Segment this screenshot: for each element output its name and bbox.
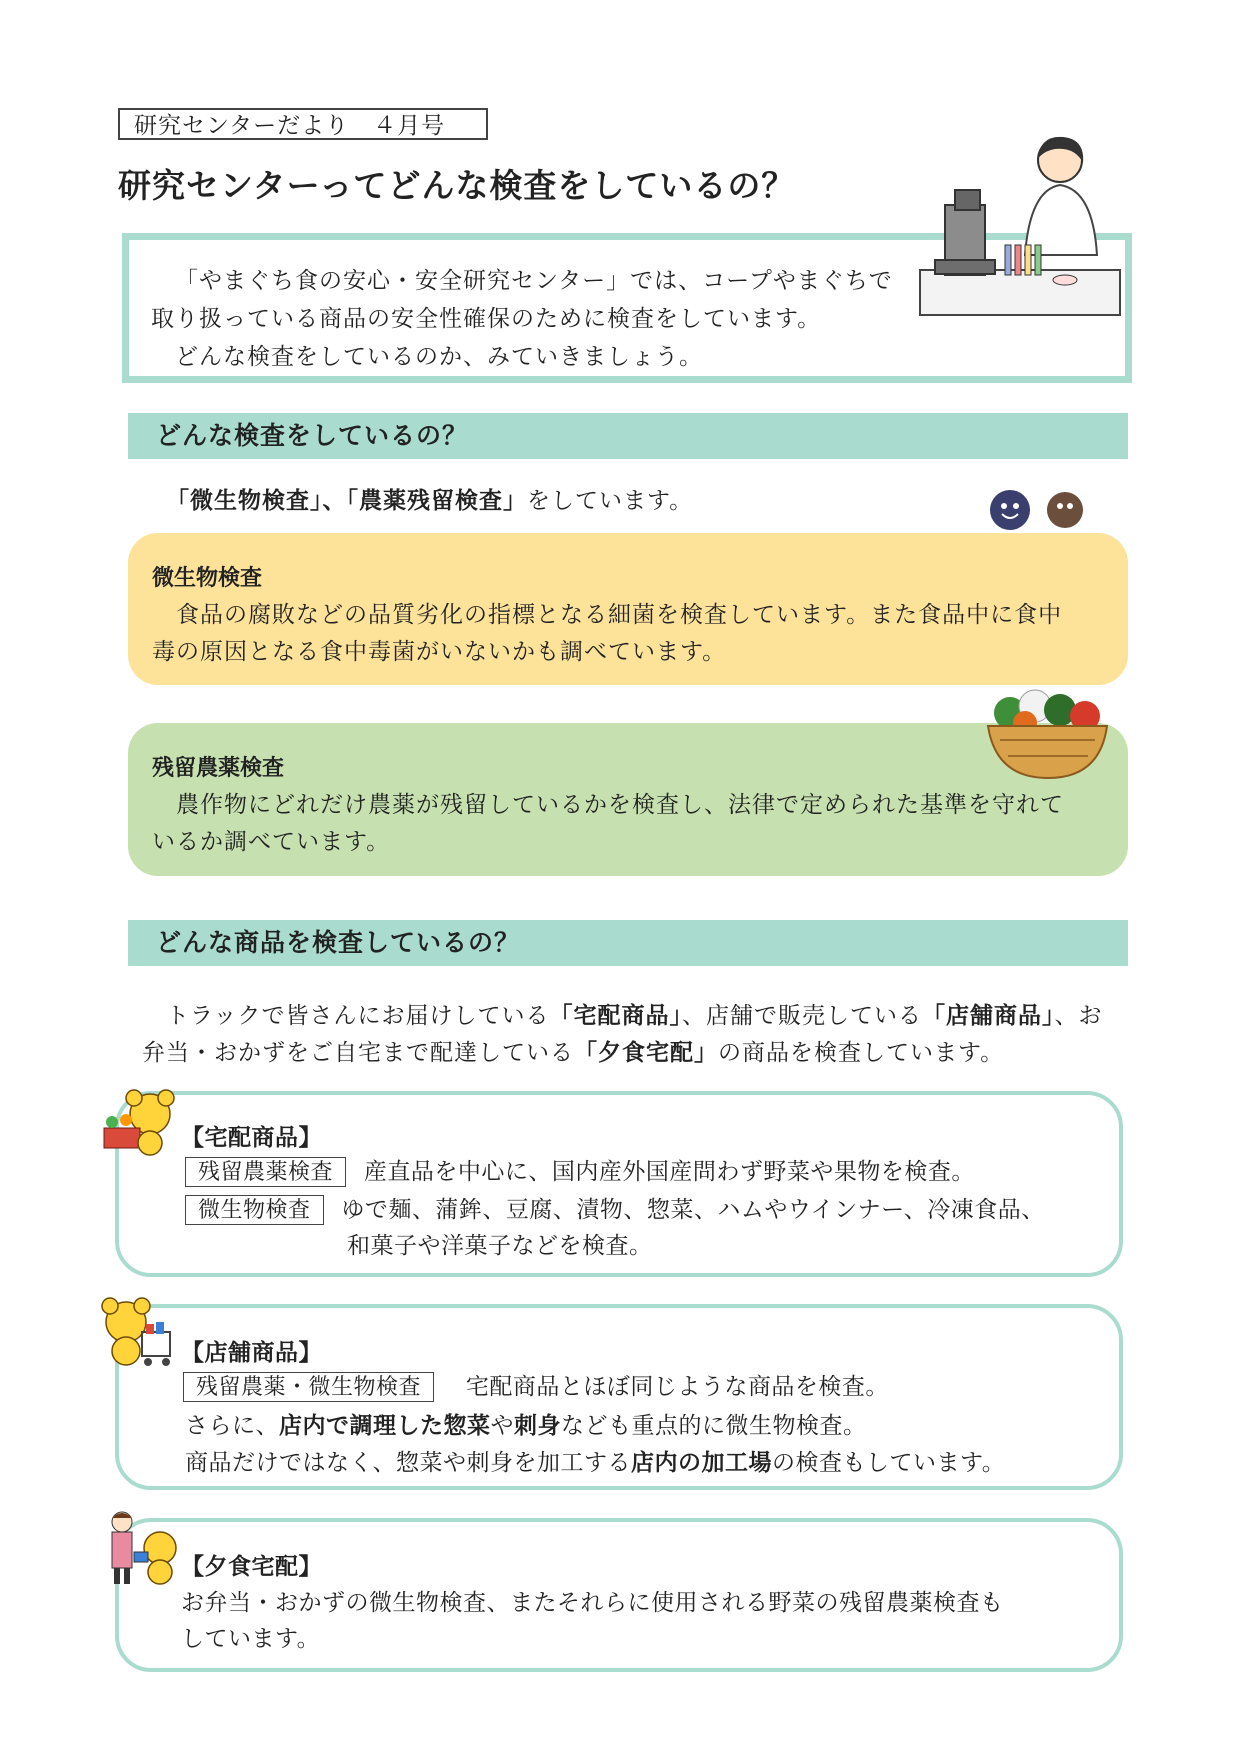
delivery-text-2: ゆで麺、蒲鉾、豆腐、漬物、惣菜、ハムやウインナー、冷凍食品、 [341,1197,1045,1223]
store-l3-a: 商品だけではなく、惣菜や刺身を加工する [185,1450,632,1476]
store-text-1: 宅配商品とほぼ同じような商品を検査。 [465,1374,889,1400]
store-l3-c: の検査もしています。 [772,1450,1006,1476]
scientist-illustration [915,135,1130,325]
pesticide-test-line-1: 農作物にどれだけ農薬が残留しているかを検査し、法律で定められた基準を守れて [176,792,1064,818]
tests-lead-rest: をしています。 [527,488,694,514]
store-l3-b: 店内の加工場 [631,1450,773,1476]
products-lead-line-2 [142,1034,1004,1067]
pesticide-test-line-2: いるか調べています。 [152,829,391,855]
store-row-1 [183,1368,889,1402]
store-l2-b: 店内で調理した惣菜 [279,1413,491,1439]
tests-lead [166,482,693,515]
intro-line-1: 「やまぐち食の安心・安全研究センター」では、コープやまぐちで [175,268,893,294]
store-products-title: 【店舗商品】 [181,1340,322,1366]
mascot-store-illustration [96,1296,176,1376]
store-products-box [115,1304,1123,1490]
intro-line-2: 取り扱っている商品の安全性確保のために検査をしています。 [151,306,822,332]
microbe-test-line-2: 毒の原因となる食中毒菌がいないかも調べています。 [152,639,727,665]
newsletter-tag: 研究センターだより ４月号 [118,108,488,140]
section-heading-products: どんな商品を検査しているの？ [128,920,1128,966]
delivery-products-title: 【宅配商品】 [181,1125,322,1151]
vegetable-basket-illustration [980,678,1115,783]
products-lead-1d: 「店舗商品」 [922,1003,1055,1029]
products-lead-2c: の商品を検査しています。 [718,1040,1005,1066]
mascot-delivery-illustration [100,1088,180,1160]
products-lead-1a: トラックで皆さんにお届けしている [166,1003,550,1029]
delivery-tag-microbe: 微生物検査 [185,1195,324,1225]
delivery-row-1 [185,1153,975,1187]
store-l2-c: や [490,1413,514,1439]
delivery-text-3: 和菓子や洋菓子などを検査。 [347,1233,653,1259]
page-title: 研究センターってどんな検査をしているの？ [118,166,796,205]
store-row-2 [185,1407,867,1440]
store-tag-tests: 残留農薬・微生物検査 [183,1372,434,1402]
section-heading-tests: どんな検査をしているの？ [128,413,1128,459]
delivery-tag-pesticide: 残留農薬検査 [185,1157,346,1187]
tests-lead-highlight: 「微生物検査」、「農薬残留検査」 [166,488,527,514]
products-lead-2a: 弁当・おかずをご自宅まで配達している [142,1040,574,1066]
mascot-dinner-illustration [100,1508,185,1588]
microbe-test-card [128,533,1128,685]
products-lead-1e: 、お [1054,1003,1103,1029]
intro-line-3: どんな検査をしているのか、みていきましょう。 [175,344,703,370]
delivery-products-box [115,1091,1123,1277]
dinner-delivery-box [115,1518,1123,1672]
products-lead-2b: 「夕食宅配」 [574,1040,718,1066]
delivery-row-2 [185,1191,1045,1225]
dinner-line-1: お弁当・おかずの微生物検査、またそれらに使用される野菜の残留農薬検査も [181,1590,1004,1616]
microbe-test-line-1: 食品の腐敗などの品質劣化の指標となる細菌を検査しています。また食品中に食中 [176,602,1063,628]
store-l2-d: 刺身 [514,1413,561,1439]
products-lead-line-1 [166,997,1103,1030]
dinner-delivery-title: 【夕食宅配】 [181,1554,322,1580]
store-row-3 [185,1444,1005,1477]
delivery-text-1: 産直品を中心に、国内産外国産問わず野菜や果物を検査。 [363,1159,975,1185]
store-l2-a: さらに、 [185,1413,279,1439]
microbe-test-title: 微生物検査 [152,566,263,591]
products-lead-1b: 「宅配商品」 [549,1003,683,1029]
dinner-line-2: しています。 [181,1626,321,1652]
store-l2-e: なども重点的に微生物検査。 [561,1413,867,1439]
products-lead-1c: 、店舗で販売している [682,1003,923,1029]
pesticide-test-title: 残留農薬検査 [152,756,285,781]
pesticide-test-card [128,723,1128,876]
